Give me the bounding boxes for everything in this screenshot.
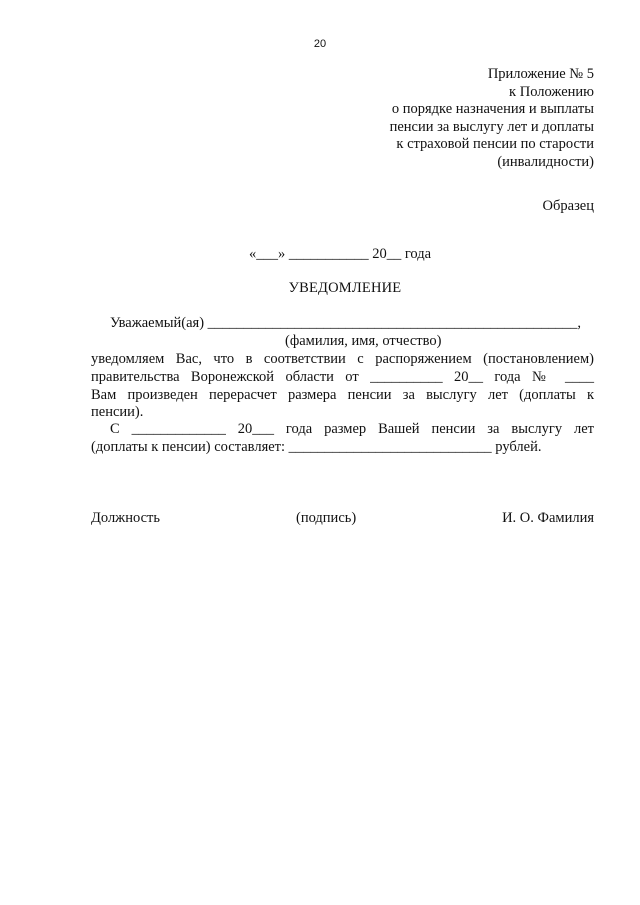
- salutation-line: Уважаемый(ая) ___________________________________________________,: [110, 315, 582, 331]
- fio-caption: (фамилия, имя, отчество): [285, 333, 442, 349]
- appendix-line: о порядке назначения и выплаты: [391, 101, 594, 117]
- document-title: УВЕДОМЛЕНИЕ: [288, 280, 402, 296]
- body-line: пенсии).: [91, 404, 144, 420]
- date-line: «___» ___________ 20__ года: [248, 246, 432, 262]
- appendix-line: к страховой пенсии по старости: [396, 136, 594, 152]
- signature-label: (подпись): [296, 510, 357, 526]
- page-number: 20: [313, 38, 327, 50]
- name-label: И. О. Фамилия: [502, 510, 594, 526]
- appendix-line: к Положению: [509, 83, 594, 100]
- body-line: уведомляем Вас, что в соответствии с распоряжением (постановлением): [91, 351, 594, 367]
- body-line: Вам произведен перерасчет размера пенсии за выслугу лет (доплаты к: [91, 387, 594, 403]
- appendix-line: (инвалидности): [497, 153, 594, 170]
- body-line: правительства Воронежской области от __________ 20__ года № ____: [91, 369, 594, 385]
- appendix-line: пенсии за выслугу лет и доплаты: [389, 118, 594, 135]
- body-line: С _____________ 20___ года размер Вашей пенсии за выслугу лет: [110, 421, 594, 437]
- position-label: Должность: [91, 510, 160, 526]
- body-line: (доплаты к пенсии) составляет: ____________________________ рублей.: [91, 439, 542, 455]
- appendix-header: [294, 66, 594, 171]
- sample-label: Образец: [542, 198, 594, 214]
- appendix-line: Приложение № 5: [487, 66, 594, 82]
